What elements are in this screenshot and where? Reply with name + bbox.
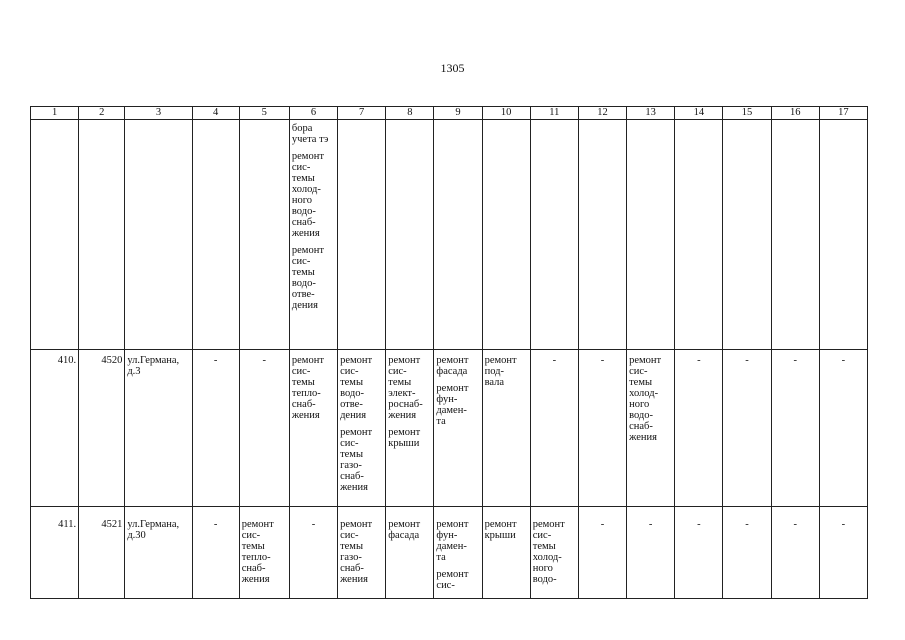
cell-text: 4520: [101, 355, 123, 366]
work-item-line: фасада: [436, 366, 468, 377]
work-item-line: крыши: [484, 530, 516, 541]
work-item-line: дамен-: [436, 405, 467, 416]
table-cell-col-13: [627, 507, 675, 599]
work-item-line: элект-: [388, 388, 416, 399]
work-item: [388, 355, 431, 421]
work-item-line: дамен-: [436, 541, 467, 552]
table-cell-col-12: [578, 350, 626, 507]
work-item-line: крыши: [388, 438, 420, 449]
work-item-line: ремонт: [388, 355, 421, 366]
work-item-line: ного: [532, 563, 553, 574]
work-item-line: ного: [291, 195, 313, 206]
work-item-line: та: [436, 552, 446, 563]
cell-text: 411.: [58, 519, 77, 530]
table-cell-col-14: [675, 350, 723, 507]
table-cell-col-2: [79, 350, 125, 507]
work-item: [292, 151, 335, 239]
work-item-line: сис-: [340, 530, 359, 541]
work-item-line: сис-: [291, 256, 311, 267]
work-item-line: ремонт: [436, 569, 469, 580]
col-header: 17: [819, 107, 867, 120]
work-item-line: ремонт: [291, 355, 324, 366]
table-cell-col-16: [771, 350, 819, 507]
empty-dash: -: [552, 355, 557, 366]
table-cell-col-5: [239, 507, 289, 599]
table-cell-col-7: [338, 507, 386, 599]
work-item-line: жения: [291, 228, 320, 239]
work-item-line: темы: [241, 541, 265, 552]
table-cell-col-11: [530, 350, 578, 507]
col-header: 5: [239, 107, 289, 120]
work-item-line: отве-: [291, 289, 315, 300]
work-item: [533, 519, 576, 585]
work-item: [436, 569, 479, 591]
empty-dash: -: [793, 355, 797, 366]
work-item: [436, 519, 479, 563]
work-item: [485, 519, 528, 541]
cell-line: д.3: [127, 366, 141, 377]
table-cell-col-12: [578, 120, 626, 350]
col-header: 1: [31, 107, 79, 120]
work-item-line: темы: [629, 377, 653, 388]
work-item-line: снаб-: [340, 563, 364, 574]
work-item: [436, 355, 479, 377]
work-item-line: водо-: [340, 388, 364, 399]
table-cell-col-11: [530, 507, 578, 599]
empty-dash: -: [262, 355, 267, 366]
col-header: 6: [289, 107, 337, 120]
empty-dash: -: [600, 519, 605, 530]
work-item-line: дения: [340, 410, 367, 421]
work-item-line: ремонт: [388, 427, 421, 438]
cell-line: д.30: [127, 530, 146, 541]
col-header: 12: [578, 107, 626, 120]
work-item-line: сис-: [241, 530, 261, 541]
work-item-line: водо-: [532, 574, 557, 585]
table-cell-col-8: [386, 507, 434, 599]
table-cell-col-14: [675, 507, 723, 599]
work-item-line: ремонт: [291, 151, 324, 162]
table-cell-col-15: [723, 350, 771, 507]
work-item-line: под-: [484, 366, 504, 377]
table-cell-col-15: [723, 507, 771, 599]
work-item-line: ремонт: [340, 355, 373, 366]
work-item-line: ремонт: [388, 519, 421, 530]
table-cell-col-9: [434, 507, 482, 599]
work-item: [629, 355, 672, 443]
work-item-line: снаб-: [629, 421, 653, 432]
table-cell-col-8: [386, 120, 434, 350]
work-item-line: сис-: [340, 438, 359, 449]
table-cell-col-3: [125, 350, 192, 507]
empty-dash: -: [311, 519, 316, 530]
work-item-line: та: [436, 416, 446, 427]
work-item-line: сис-: [291, 162, 311, 173]
work-item: [340, 519, 383, 585]
work-item-line: фун-: [436, 394, 458, 405]
work-item-line: темы: [340, 541, 364, 552]
col-header: 10: [482, 107, 530, 120]
col-header: 14: [675, 107, 723, 120]
empty-dash: -: [841, 355, 846, 366]
cell-text: 4521: [101, 519, 123, 530]
col-header: 3: [125, 107, 192, 120]
table-cell-col-9: [434, 120, 482, 350]
work-item-line: ремонт: [484, 519, 517, 530]
work-item-line: отве-: [340, 399, 363, 410]
table-cell-col-6: [289, 507, 337, 599]
work-item-line: ремонт: [340, 519, 373, 530]
table-cell-col-11: [530, 120, 578, 350]
work-item-line: водо-: [629, 410, 654, 421]
empty-dash: -: [793, 519, 797, 530]
table-cell-col-3: [125, 120, 192, 350]
work-item-line: дения: [291, 300, 318, 311]
table-cell-col-13: [627, 350, 675, 507]
work-item-line: темы: [291, 267, 315, 278]
empty-dash: -: [648, 519, 653, 530]
work-item-line: ремонт: [436, 519, 469, 530]
table-cell-col-6: [289, 350, 337, 507]
col-header: 15: [723, 107, 771, 120]
table-cell-col-1: [31, 350, 79, 507]
table-cell-col-9: [434, 350, 482, 507]
work-item-line: сис-: [388, 366, 407, 377]
table-cell-col-3: [125, 507, 192, 599]
work-item-line: жения: [629, 432, 657, 443]
work-item: [292, 123, 335, 145]
table-cell-col-13: [627, 120, 675, 350]
table-cell-col-17: [819, 350, 867, 507]
table-cell-col-12: [578, 507, 626, 599]
table-cell-col-16: [771, 120, 819, 350]
col-header: 8: [386, 107, 434, 120]
col-header: 2: [79, 107, 125, 120]
work-item: [340, 355, 383, 421]
col-header: 7: [338, 107, 386, 120]
work-item-line: ремонт: [629, 355, 662, 366]
work-item-line: водо-: [291, 278, 316, 289]
empty-dash: -: [600, 355, 605, 366]
work-item-line: темы: [291, 377, 315, 388]
work-item: [242, 519, 287, 585]
work-item-line: сис-: [436, 580, 455, 591]
table-cell-col-1: [31, 507, 79, 599]
table-cell-col-10: [482, 350, 530, 507]
work-item-line: ремонт: [436, 355, 469, 366]
work-item-line: ремонт: [291, 245, 324, 256]
work-item-line: ремонт: [340, 427, 373, 438]
work-item-line: жения: [241, 574, 270, 585]
work-item-line: темы: [291, 173, 315, 184]
empty-dash: -: [213, 519, 218, 530]
table-cell-col-2: [79, 507, 125, 599]
col-header: 9: [434, 107, 482, 120]
work-item-line: ремонт: [436, 383, 469, 394]
empty-dash: -: [745, 355, 749, 366]
work-item-line: темы: [340, 377, 364, 388]
table-cell-col-17: [819, 507, 867, 599]
table-cell-col-15: [723, 120, 771, 350]
header-row: [31, 107, 868, 120]
work-item-line: бора: [291, 123, 313, 134]
cell-line: ул.Германа,: [127, 355, 180, 366]
table-cell-col-6: [289, 120, 337, 350]
col-header: 16: [771, 107, 819, 120]
work-item-line: учета тэ: [291, 134, 329, 145]
work-item-line: снаб-: [291, 217, 316, 228]
work-item: [292, 355, 335, 421]
table-cell-col-7: [338, 120, 386, 350]
work-item-line: жения: [340, 482, 368, 493]
work-item-line: ремонт: [484, 355, 517, 366]
table-cell-col-4: [192, 120, 239, 350]
work-item-line: ного: [629, 399, 650, 410]
work-item-line: темы: [532, 541, 556, 552]
col-header: 13: [627, 107, 675, 120]
table-row: [31, 120, 868, 350]
col-header: 11: [530, 107, 578, 120]
table-row: [31, 350, 868, 507]
work-item-line: ремонт: [241, 519, 274, 530]
work-item-line: снаб-: [340, 471, 364, 482]
work-item-line: газо-: [340, 552, 362, 563]
table-cell-col-5: [239, 120, 289, 350]
work-item-line: жения: [340, 574, 368, 585]
table-cell-col-17: [819, 120, 867, 350]
work-item-line: роснаб-: [388, 399, 423, 410]
cell-text: 410.: [57, 355, 77, 366]
table-cell-col-4: [192, 507, 239, 599]
page-number: 1305: [440, 61, 465, 75]
work-item-line: жения: [291, 410, 320, 421]
work-item-line: снаб-: [291, 399, 316, 410]
table-cell-col-5: [239, 350, 289, 507]
table-cell-col-10: [482, 507, 530, 599]
work-item-line: водо-: [291, 206, 316, 217]
table-cell-col-1: [31, 120, 79, 350]
work-item-line: ремонт: [532, 519, 565, 530]
table-cell-col-4: [192, 350, 239, 507]
work-item-line: сис-: [629, 366, 648, 377]
work-item-line: холод-: [532, 552, 562, 563]
work-item-line: темы: [340, 449, 364, 460]
work-item-line: холод-: [629, 388, 659, 399]
work-item-line: газо-: [340, 460, 362, 471]
table-cell-col-16: [771, 507, 819, 599]
empty-dash: -: [213, 355, 218, 366]
empty-dash: -: [841, 519, 846, 530]
col-header: 4: [192, 107, 239, 120]
work-item-line: фун-: [436, 530, 458, 541]
table-cell-col-7: [338, 350, 386, 507]
work-item-line: тепло-: [241, 552, 271, 563]
empty-dash: -: [745, 519, 749, 530]
work-schedule-table: [30, 106, 868, 599]
work-item-line: темы: [388, 377, 412, 388]
work-item: [340, 427, 383, 493]
table-cell-col-2: [79, 120, 125, 350]
work-item-line: сис-: [340, 366, 359, 377]
work-item-line: вала: [484, 377, 505, 388]
work-item-line: снаб-: [241, 563, 266, 574]
work-item: [292, 245, 335, 311]
work-item-line: тепло-: [291, 388, 321, 399]
table-cell-col-10: [482, 120, 530, 350]
work-item-line: холод-: [291, 184, 321, 195]
work-item-line: сис-: [291, 366, 311, 377]
work-item: [388, 519, 431, 541]
table-row: [31, 507, 868, 599]
work-item: [485, 355, 528, 388]
work-item: [436, 383, 479, 427]
work-item-line: жения: [388, 410, 417, 421]
work-item: [388, 427, 431, 449]
empty-dash: -: [697, 519, 701, 530]
work-item-line: сис-: [532, 530, 552, 541]
table-cell-col-8: [386, 350, 434, 507]
empty-dash: -: [697, 355, 701, 366]
work-item-line: фасада: [388, 530, 420, 541]
table-cell-col-14: [675, 120, 723, 350]
cell-line: ул.Германа,: [127, 519, 180, 530]
